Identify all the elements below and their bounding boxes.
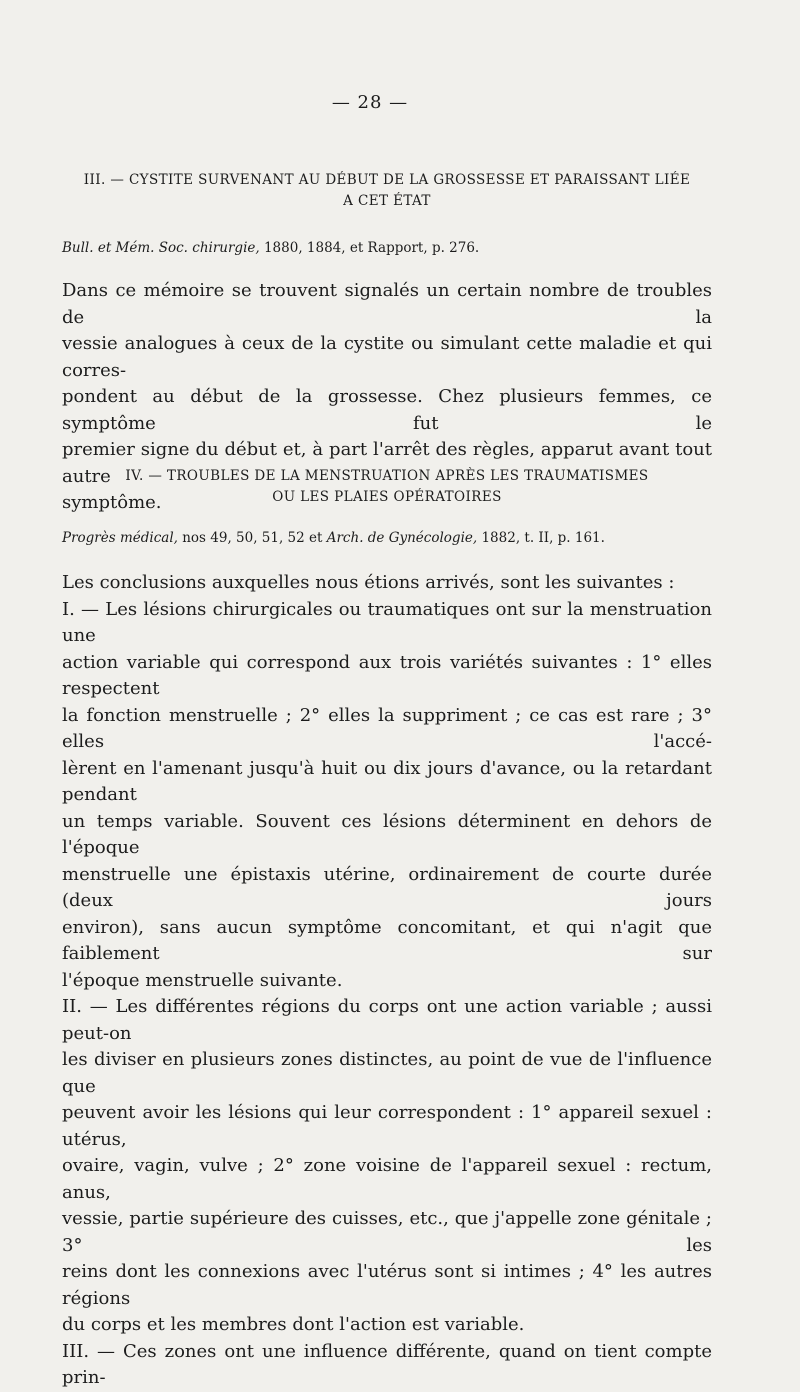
body-line: ovaire, vagin, vulve ; 2° zone voisine de l'appareil sexuel : rectum, anus, xyxy=(62,1155,712,1203)
paragraph-line: vessie analogues à ceux de la cystite ou simulant cette maladie et qui corres- xyxy=(62,333,712,381)
body-line: Les conclusions auxquelles nous étions arrivés, sont les suivantes : xyxy=(62,572,675,593)
section-4-body xyxy=(62,570,712,1392)
body-line: du corps et les membres dont l'action est variable. xyxy=(62,1314,525,1335)
body-line: peuvent avoir les lésions qui leur correspondent : 1° appareil sexuel : utérus, xyxy=(62,1102,712,1150)
body-line: menstruelle une épistaxis utérine, ordinairement de courte durée (deux jours xyxy=(62,863,712,911)
section-3-title-line2: A CET ÉTAT xyxy=(343,193,431,209)
citation-journal: Bull. et Mém. Soc. chirurgie, xyxy=(62,240,260,256)
citation-details: 1882, t. II, p. 161. xyxy=(477,530,605,546)
section-3-citation xyxy=(62,238,712,258)
body-line: vessie, partie supérieure des cuisses, etc., que j'appelle zone génitale ; 3° les xyxy=(62,1208,712,1256)
section-4-title-line2: OU LES PLAIES OPÉRATOIRES xyxy=(272,489,502,505)
body-line: I. — Les lésions chirurgicales ou traumatiques ont sur la menstruation une xyxy=(62,598,712,646)
paragraph-line: symptôme. xyxy=(62,492,162,513)
paragraph-line: Dans ce mémoire se trouvent signalés un certain nombre de troubles de la xyxy=(62,280,712,328)
page-number: — 28 — xyxy=(331,92,409,113)
section-3-title-line1: III. — CYSTITE SURVENANT AU DÉBUT DE LA GROSSESSE ET PARAISSANT LIÉE xyxy=(83,172,691,188)
body-line: II. — Les différentes régions du corps ont une action variable ; aussi peut-on xyxy=(62,996,712,1044)
section-4-title xyxy=(62,466,712,508)
citation-details: 1880, 1884, et Rapport, p. 276. xyxy=(259,240,480,256)
body-line: les diviser en plusieurs zones distinctes, au point de vue de l'influence que xyxy=(62,1049,712,1097)
paragraph-line: pondent au début de la grossesse. Chez plusieurs femmes, ce symptôme fut le xyxy=(62,386,712,434)
section-4-citation xyxy=(62,528,712,548)
citation-journal-2: Arch. de Gynécologie, xyxy=(326,530,478,546)
body-line: un temps variable. Souvent ces lésions déterminent en dehors de l'époque xyxy=(62,810,712,858)
body-line: lèrent en l'amenant jusqu'à huit ou dix jours d'avance, ou la retardant pendant xyxy=(62,757,712,805)
citation-journal: Progrès médical, xyxy=(62,530,178,546)
body-line: environ), sans aucun symptôme concomitant, et qui n'agit que faiblement sur xyxy=(62,916,712,964)
paragraph-line: premier signe du début et, à part l'arrêt des règles, apparut avant tout autre xyxy=(62,439,712,487)
body-line: reins dont les connexions avec l'utérus sont si intimes ; 4° les autres régions xyxy=(62,1261,712,1309)
body-line: la fonction menstruelle ; 2° elles la suppriment ; ce cas est rare ; 3° elles l'accé- xyxy=(62,704,712,752)
body-line: action variable qui correspond aux trois variétés suivantes : 1° elles respectent xyxy=(62,651,712,699)
citation-issues: nos 49, 50, 51, 52 et xyxy=(177,530,327,546)
section-4-title-line1: IV. — TROUBLES DE LA MENSTRUATION APRÈS LES TRAUMATISMES xyxy=(125,468,649,484)
section-3-title xyxy=(62,170,712,212)
body-line: III. — Ces zones ont une influence différente, quand on tient compte prin- xyxy=(62,1340,712,1388)
body-line: l'époque menstruelle suivante. xyxy=(62,969,343,991)
